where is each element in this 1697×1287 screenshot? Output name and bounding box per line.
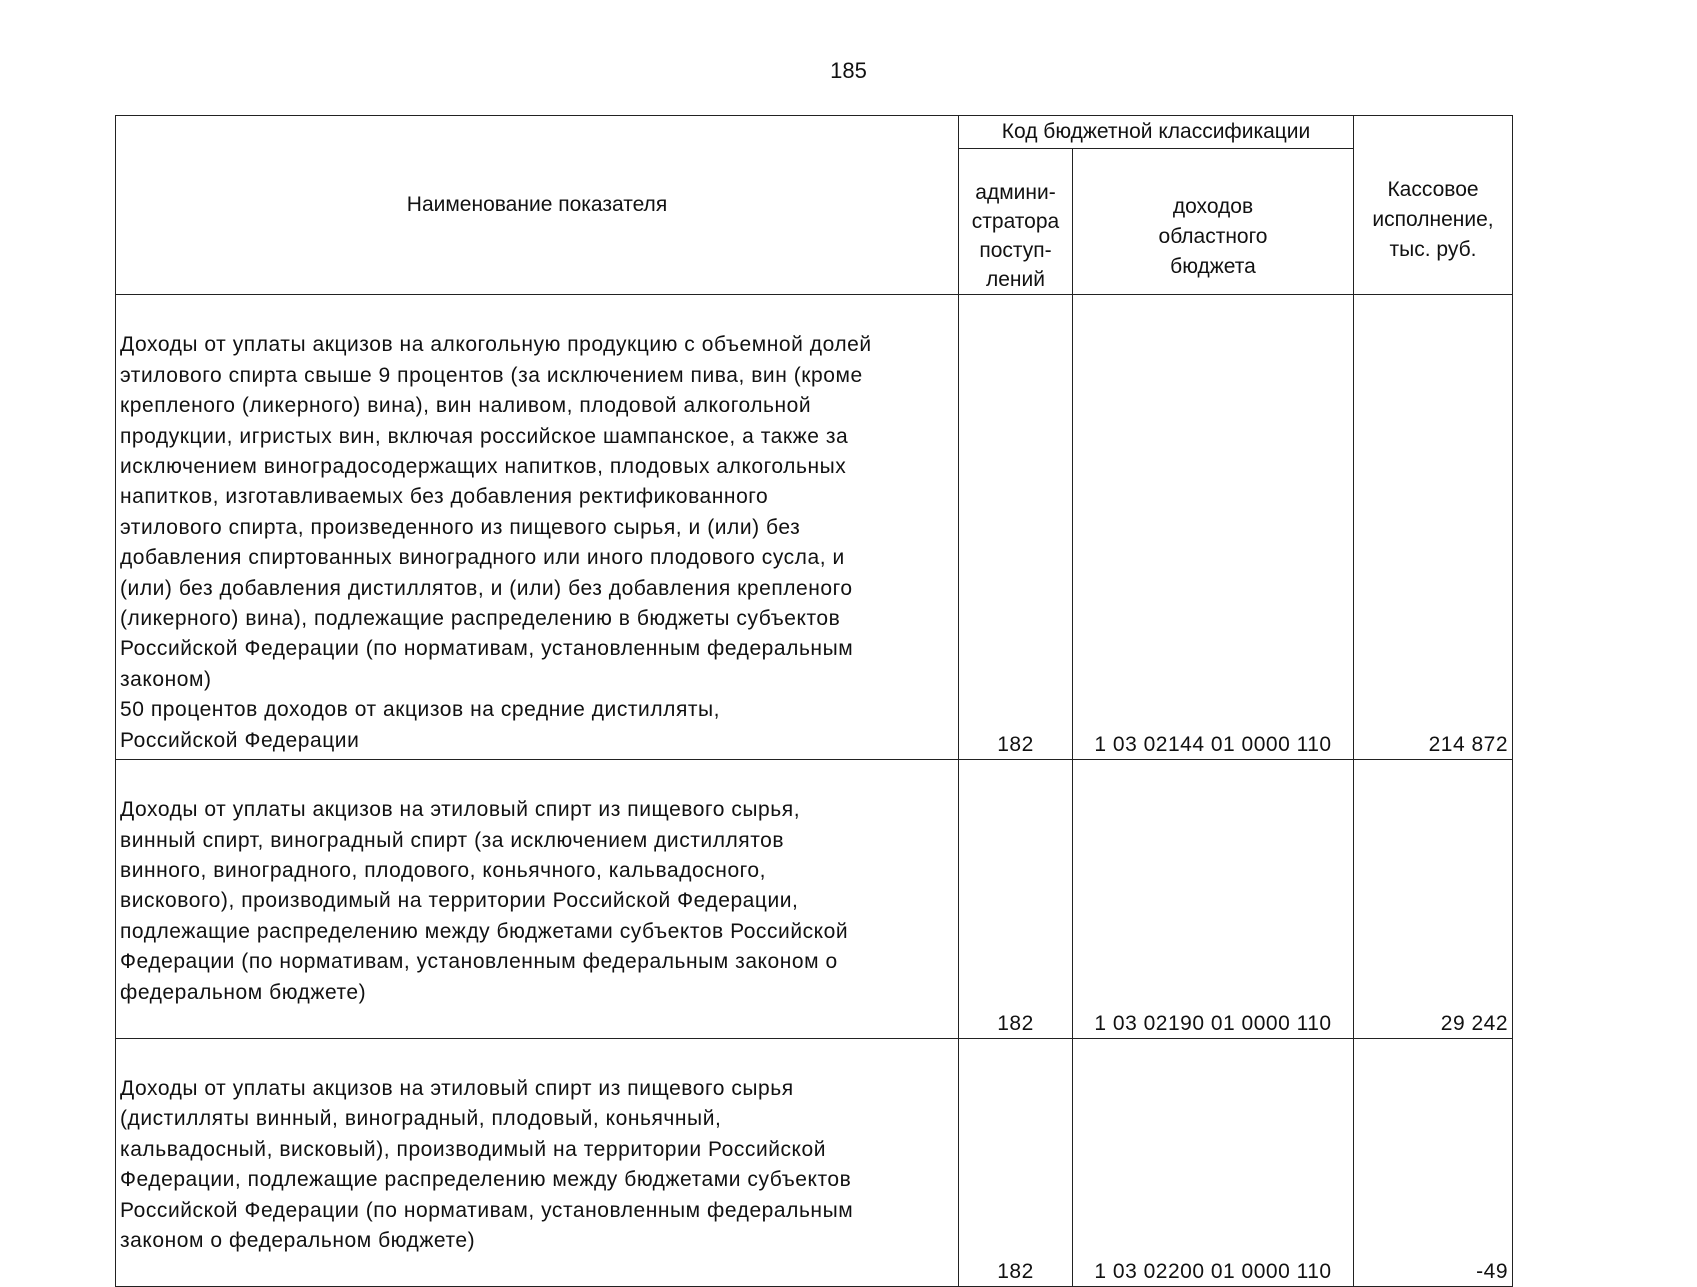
row-income-code: 1 03 02200 01 0000 110 (1073, 1038, 1354, 1287)
header-income (1073, 149, 1354, 295)
header-admin (959, 149, 1073, 295)
table-row (116, 759, 1513, 1038)
page-number: 185 (830, 58, 867, 83)
row-amount: 214 872 (1354, 295, 1513, 760)
header-name-label: Наименование показателя (406, 193, 668, 216)
header-admin-label: админи- стратора поступ- лений (971, 181, 1060, 291)
header-name (116, 116, 959, 295)
header-amount-label: Кассовое исполнение, тыс. руб. (1372, 178, 1494, 261)
row-admin-code: 182 (959, 1038, 1073, 1287)
row-name-cell (116, 759, 959, 1038)
header-income-label: доходов областного бюджета (1158, 194, 1268, 278)
row-admin-code: 182 (959, 759, 1073, 1038)
row-name-cell (116, 1038, 959, 1287)
row-name-cell (116, 295, 959, 760)
budget-table (115, 115, 1513, 1287)
row-name: Доходы от уплаты акцизов на алкогольную продукцию с объемной долей этилового спирта свыше 9 процентов (за исключением пива, вин (кроме крепленого (ликерного) вина), вин наливом, плодовой алкогольной продукции, игристых вин, включая российское шампанское, а также за исключением виноградосодержащих напитков, плодовых алкогольных напитков, изготавливаемых без добавления ректификованного этилового спирта, произведенного из пищевого сырья, и (или) без добавления спиртованных виноградного или иного плодового сусла, и (или) без добавления дистиллятов, и (или) без добавления крепленого (ликерного) вина), подлежащие распределению в бюджеты субъектов Российской Федерации (по нормативам, установленным федеральным законом) 50 процентов доходов от акцизов на средние дистилляты, Российской Федерации (120, 333, 872, 752)
header-code-group-label: Код бюджетной классификации (1001, 120, 1311, 143)
row-income-code: 1 03 02190 01 0000 110 (1073, 759, 1354, 1038)
header-amount (1354, 116, 1513, 295)
row-amount: -49 (1354, 1038, 1513, 1287)
row-name: Доходы от уплаты акцизов на этиловый спирт из пищевого сырья (дистилляты винный, виноградный, плодовый, коньячный, кальвадосный, висковый), производимый на территории Российской Федерации, подлежащие распределению между бюджетами субъектов Российской Федерации (по нормативам, установленным федеральным законом о федеральном бюджете) (120, 1077, 854, 1253)
row-amount: 29 242 (1354, 759, 1513, 1038)
row-admin-code: 182 (959, 295, 1073, 760)
header-code-group (959, 116, 1354, 149)
row-income-code: 1 03 02144 01 0000 110 (1073, 295, 1354, 760)
row-name: Доходы от уплаты акцизов на этиловый спирт из пищевого сырья, винный спирт, виноградный спирт (за исключением дистиллятов винного, виноградного, плодового, коньячного, кальвадосного, вискового), производимый на территории Российской Федерации, подлежащие распределению между бюджетами субъектов Российской Федерации (по нормативам, установленным федеральным законом о федеральном бюджете) (120, 798, 849, 1004)
table-row (116, 295, 1513, 760)
table-row (116, 1038, 1513, 1287)
